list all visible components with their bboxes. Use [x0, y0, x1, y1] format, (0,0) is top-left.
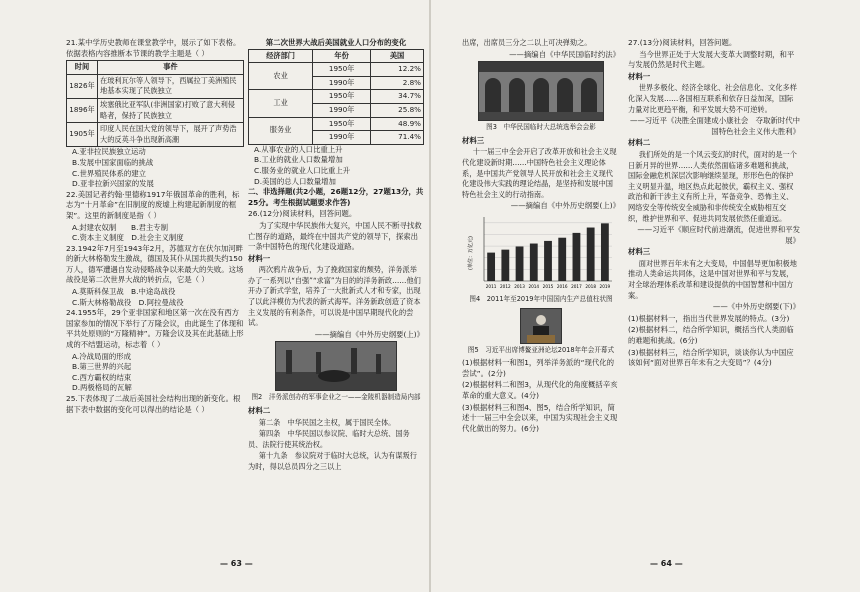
material-3-label: 材料三: [462, 135, 485, 145]
q25-option-c: C.服务业的就业人口比重上升: [254, 165, 351, 175]
forum-speech-image: [521, 309, 561, 343]
chart-x-tick-2019: 2019: [599, 283, 611, 289]
table-cell: 48.9%: [371, 117, 424, 131]
q21-header-event: 事件: [98, 61, 244, 75]
figure-2-photo: [275, 341, 397, 391]
chart-x-tick-2015: 2015: [542, 283, 554, 289]
column-3: [462, 38, 620, 435]
q27-intro: 当今世界正处于大发展大变革大调整时期，和平与发展仍然是时代主题。: [628, 49, 795, 70]
q26-sub-1: (1)根据材料一和图1，列举洋务派的“现代化的尝试”。(2分): [462, 358, 615, 378]
q24-stem: 24.1955年，29个亚非国家和地区第一次在没有西方国家参加的情况下举行了万隆会议，由此诞生了体现和平共处原则的“万隆精神”。万隆会议及其在此基础上形成的不结盟运动，标志着（ ）: [66, 308, 244, 350]
q27-sub-3: (3)根据材料三，结合所学知识，谈谈你认为中国应该如何“面对世界百年未有之大变局”？(4分): [628, 347, 794, 368]
column-4: [628, 38, 800, 370]
figure-2-caption: 图2 洋务派创办的军事企业之一——金陵机器制造局内部: [251, 393, 421, 402]
table-row: [249, 117, 424, 131]
chart-y-label: (单位：万亿元): [468, 235, 474, 270]
chart-bar-2011: [487, 253, 495, 281]
q27-material-1-source: ——习近平《决胜全面建成小康社会 夺取新时代中国特色社会主义伟大胜利》: [630, 116, 800, 136]
chart-x-tick-2016: 2016: [556, 283, 568, 289]
material-2-source: ——摘编自《中华民国临时约法》: [509, 49, 620, 59]
table-cell: 服务业: [249, 117, 313, 144]
q27-material-3-text: 面对世界百年未有之大变局，中国倡导更加积极地推动人类命运共同体，这是中国对世界和平与发展，对全球治理体系改革和建设提供的中国智慧和中国方案。: [628, 258, 797, 300]
q24-option-d: D.两极格局的瓦解: [72, 383, 132, 393]
q24-option-c: C.西方霸权的结束: [72, 372, 132, 382]
chart-x-tick-2014: 2014: [528, 283, 540, 289]
q22-stem: 22.美国记者约翰·里德称1917年俄国革命的胜利，标志为“十月革命”在旧制度的废墟上构建起新制度的框架”。这里的新制度是指（ ）: [66, 189, 240, 220]
column-1: [66, 38, 244, 416]
figure-4-caption: 图4 2011年至2019年中国国内生产总值柱状图: [469, 294, 613, 303]
q27-material-2-text: 我们所处的是一个风云变幻的时代，面对的是一个日新月异的世界……人类依然面临诸多难题和挑战，国际金融危机深层次影响继续显现，形形色色的保护主义明显升温，地区热点此起彼伏，霸权主义、强权政治和新干涉主义有所上升，军备竞争、恐怖主义、网络安全等传统安全威胁和非传统安全威胁相互交织，维护世界和平、促进共同发展依然任重道远。: [628, 149, 797, 223]
q27-sub-1: (1)根据材料一，指出当代世界发展的特点。(3分): [628, 313, 790, 323]
page-number-63: — 63 —: [220, 559, 253, 568]
q25-option-a: A.从事农业的人口比重上升: [254, 144, 343, 154]
table-cell: 印度人民在国大党的领导下，展开了声势浩大的反英斗争出现新高潮: [98, 123, 244, 147]
q23-stem: 23.1942年7月至1943年2月，苏德双方在伏尔加河畔的新大林格勒发生激战，德国及其仆从国共损失约150万人，德军遭遇自发动侵略战争以来最大的失败。这场战役是第二次世界大战的转折点，它是（ ）: [66, 243, 244, 285]
table-cell: 34.7%: [371, 90, 424, 104]
q25-table: [248, 49, 424, 145]
chart-bar-2012: [501, 250, 509, 281]
factory-interior-image: [276, 342, 396, 390]
q25-header-us: 美国: [371, 49, 424, 63]
q27-material-1-text: 世界多极化、经济全球化、社会信息化、文化多样化深入发展……各国相互联系和依存日益加深，国际力量对比更趋平衡，和平发展大势不可逆转。: [628, 83, 797, 114]
chart-x-tick-2011: 2011: [485, 283, 497, 289]
table-cell: 71.4%: [371, 131, 424, 145]
table-cell: 农业: [249, 63, 313, 90]
q27-material-1-label: 材料一: [628, 71, 651, 81]
figure-5-caption: 图5 习近平出席博鳌亚洲论坛2018年年会开幕式: [467, 345, 615, 354]
q21-option-d: D.亚非拉新兴国家的发展: [72, 179, 154, 189]
chart-x-tick-2012: 2012: [499, 283, 511, 289]
table-cell: 1950年: [313, 117, 371, 131]
q27-material-3-source: ——《中外历史纲要(下)》: [712, 302, 800, 312]
chart-bar-2019: [601, 223, 609, 281]
material-2-article-19: 第十九条 参议院对于临时大总统，认为有谋叛行为时，得以总员四分之三以上: [248, 451, 417, 471]
chart-bar-2017: [573, 233, 581, 281]
table-cell: 1990年: [313, 76, 371, 90]
figure-4-gdp-bar-chart: [466, 213, 616, 293]
q25-header-sector: 经济部门: [249, 49, 313, 63]
table-cell: 1990年: [313, 131, 371, 145]
section2-heading: 二、非选择题(共2小题，26题12分，27题13分，共25分。考生根据试题要求作答): [248, 187, 424, 207]
material-1-label: 材料一: [248, 253, 271, 263]
q25-option-b: B.工业的就业人口数量增加: [254, 155, 343, 165]
table-cell: 1990年: [313, 103, 371, 117]
q21-table: [66, 60, 244, 147]
material-1-text: 两次鸦片战争后，为了挽救国家的颓势，洋务派举办了一系列以“自强”“求富”为目的的洋务新政……他们开办了新式学堂，培养了一大批新式人才和专家，出现了以此洋模仿为代表的新式海军。洋务新政创造了资本主义发展的有利条件，可以说是中国早期现代化的尝试。: [248, 265, 421, 328]
q25-stem: 25.下表体现了二战后美国社会结构出现的新变化。根据下表中数据的变化可以得出的结论是（ ）: [66, 394, 241, 414]
q27-heading: 27.(13分)阅读材料，回答问题。: [628, 38, 737, 47]
column-2: [248, 38, 424, 474]
table-row: [249, 90, 424, 104]
table-cell: 1950年: [313, 63, 371, 77]
q27-material-2-label: 材料二: [628, 138, 651, 148]
q25-option-d: D.美国的总人口数量增加: [254, 176, 336, 186]
q21-option-b: B.发展中国家面临的挑战: [72, 157, 154, 167]
q26-heading: 26.(12分)阅读材料，回答问题。: [248, 209, 357, 219]
material-2-label: 材料二: [248, 406, 271, 416]
chart-bar-2014: [530, 243, 538, 280]
chart-bar-2016: [558, 238, 566, 281]
q22-options-ab: A.封建农奴制 B.君主专制: [72, 222, 169, 232]
q26-sub-2: (2)根据材料二和图3，从现代化的角度概括辛亥革命的重大意义。(4分): [462, 380, 618, 400]
material-3-text: 十一届三中全会开启了改革开放和社会主义现代化建设新时期……中国特色社会主义理论体系，是中国共产党领导人民开放和社会主义现代化建设伟大实践的理论结晶，是坚持和发展中国特色社会主义的行动指南。: [462, 147, 617, 199]
q27-sub-2: (2)根据材料二，结合所学知识，概括当代人类面临的难题和挑战。(6分): [628, 325, 794, 346]
assembly-hall-image: [479, 62, 603, 120]
table-row: [67, 74, 244, 98]
q27-material-3-label: 材料三: [628, 247, 651, 257]
table-cell: 25.8%: [371, 103, 424, 117]
chart-x-tick-2018: 2018: [585, 283, 597, 289]
q24-option-a: A.冷战局面的形成: [72, 351, 132, 361]
q25-table-title: 第二次世界大战后美国就业人口分布的变化: [265, 38, 407, 47]
table-cell: 工业: [249, 90, 313, 117]
q22-options-cd: C.资本主义制度 D.社会主义制度: [72, 233, 184, 243]
table-row: [249, 63, 424, 77]
page-number-64: — 64 —: [650, 559, 683, 568]
chart-x-tick-2017: 2017: [571, 283, 582, 289]
material-2-article-2: 第二条 中华民国之主权，属于国民全体。: [258, 417, 396, 427]
table-cell: 12.2%: [371, 63, 424, 77]
chart-bar-2018: [587, 227, 595, 280]
q25-header-year: 年份: [313, 49, 371, 63]
material-1-source: ——摘编自《中外历史纲要(上)》: [314, 329, 424, 339]
chart-x-tick-2013: 2013: [514, 283, 525, 289]
q21-stem: 21.某中学历史教师在课堂教学中，展示了如下表格。依据表格内容推断本节课的教学主题是（ ）: [66, 38, 241, 58]
q21-option-c: C.世界殖民体系的建立: [72, 168, 147, 178]
q24-option-b: B.第三世界的兴起: [72, 362, 132, 372]
page-fold: [429, 0, 431, 592]
table-cell: 1826年: [67, 74, 98, 98]
material-3-source: ——摘编自《中外历史纲要(上)》: [510, 201, 620, 211]
table-cell: 1896年: [67, 98, 98, 122]
q26-intro: 为了实现中华民族伟大复兴，中国人民不断寻找救亡图存的道路，最终在中国共产党的领导下，探索出一条中国特色的现代化建设道路。: [248, 220, 422, 252]
q23-options-ab: A.莫斯科保卫战 B.中途岛战役: [72, 287, 176, 297]
table-cell: 2.8%: [371, 76, 424, 90]
table-cell: 1950年: [313, 90, 371, 104]
chart-bar-2015: [544, 241, 552, 281]
table-cell: 1905年: [67, 123, 98, 147]
figure-5-photo: [520, 308, 562, 344]
table-row: [67, 123, 244, 147]
q23-options-cd: C.斯大林格勒战役 D.阿拉曼战役: [72, 297, 184, 307]
q27-material-2-source: ——习近平《顺应时代前进潮流，促进世界和平发展》: [637, 225, 800, 245]
table-row: [67, 98, 244, 122]
q21-header-time: 时间: [67, 61, 98, 75]
figure-3-photo: [478, 61, 604, 121]
table-cell: 埃塞俄比亚军队(非洲国家)打败了意大利侵略者，保持了民族独立: [98, 98, 244, 122]
figure-3-caption: 图3 中华民国临时大总统选举会会影: [486, 123, 596, 132]
q26-sub-3: (3)根据材料三和图4、图5，结合所学知识，简述十一届三中全会以来，中国为实现社会主义现代化做出的努力。(6分): [462, 402, 618, 433]
material-2-article-4: 第四条 中华民国以参议院、临时大总统、国务员、法院行使其统治权。: [248, 429, 410, 449]
chart-bar-2013: [516, 246, 524, 281]
material-2-continued: 出席，出席员三分之二以上可决弹劾之。: [462, 38, 592, 47]
q21-option-a: A.亚非拉民族独立运动: [72, 147, 146, 157]
table-cell: 在玻利瓦尔等人领导下，西属拉丁美洲殖民地基本实现了民族独立: [98, 74, 244, 98]
